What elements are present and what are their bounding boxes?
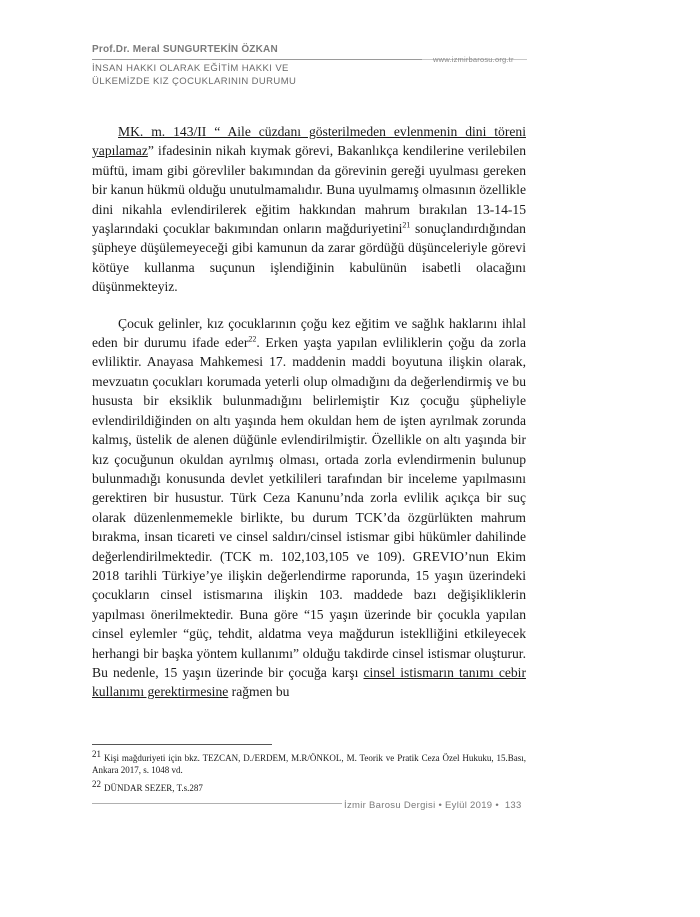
paragraph-1-text-b: sonuçlandırdığından şüpheye düşülemeyeceği gibi kamunun da zarar gördüğü düşünceleriyle görevi kötüye kullanma suçunun işlendiğinin kabulünün isabetli olacağını düşünmekteyiz.	[92, 221, 526, 295]
running-head-title	[92, 62, 296, 88]
paragraph-2-underlined-tail: cinsel istismarın tanımı cebir kullanımı gerektirmesine	[92, 664, 526, 700]
paragraph-2-text-a: Çocuk gelinler, kız çocuklarının çoğu kez eğitim ve sağlık haklarını ihlal eden bir durumu ifade eder	[92, 315, 526, 351]
header-rule	[92, 59, 422, 60]
footnote-text: DÜNDAR SEZER, T.s.287	[104, 783, 203, 793]
footnote	[92, 749, 526, 776]
body-text	[92, 122, 526, 702]
author-prefix: Prof.Dr. Meral	[92, 44, 160, 55]
title-line-1: İNSAN HAKKI OLARAK EĞİTİM HAKKI VE	[92, 63, 289, 74]
footnotes	[92, 749, 526, 800]
footnote	[92, 779, 526, 794]
running-foot	[344, 800, 522, 811]
footnote-rule	[92, 744, 272, 745]
header-url: www.izmirbarosu.org.tr	[433, 55, 514, 64]
page-number: 133	[504, 800, 522, 811]
paragraph-1-underlined-lead: MK. m. 143/II “ Aile cüzdanı gösterilmeden evlenmenin dini töreni yapılamaz	[92, 124, 526, 159]
footnote-number: 21	[92, 749, 101, 759]
paragraph-1	[92, 122, 526, 297]
footnote-ref-21: 21	[402, 220, 411, 230]
paragraph-2-text-b: . Erken yaşta yapılan evliliklerin çoğu da zorla evliliktir. Anayasa Mahkemesi 17. maddenin maddi boyutuna ilişkin olarak, mevzuatın çocukları korumada yeterli olup olmadığını da değerlendirmiş ve bu hususta bir eksiklik bulunmadığını belirlemiştir Kız çocuğu şüpheliyle evlendirildiğinden on altı yaşında hem okuldan hem de işten ayrılmak zorunda kalmış, üstelik de alenen düğünle evlendirilmiştir. Özellikle on altı yaşında bir kız çocuğunun okuldan ayrılmış olması, ortada zorla evlendirmenin bulunup bulunmadığı konusunda devlet yetkilileri tarafından bir inceleme yapılmasını gerektiren bir husustur. Türk Ceza Kanunu’nda zorla evlilik açıkça bir suç olarak düzenlenmemekle birlikte, bu durum TCK’da özgürlükten mahrum bırakma, insan ticareti ve cinsel saldırı/cinsel istismar gibi hükümler dahilinde değerlendirilmektedir. (TCK m. 102,103,105 ve 109). GREVIO’nun Ekim 2018 tarihli Türkiye’ye ilişkin değerlendirme raporunda, 15 yaşın üzerindeki çocukların cinsel istismarına ilişkin 103. maddede bazı değişikliklerin yapılması önerilmektedir. Buna göre “15 yaşın üzerinde bir çocukla yapılan cinsel eylemler “güç, tehdit, aldatma veya mağdurun isteklliğini etkileyecek herhangi bir başka yöntem kullanımı” olduğu takdirde cinsel istismar oluşturur. Bu nedenle, 15 yaşın üzerinde bir çocuğa karşı	[92, 335, 526, 680]
footer-rule	[92, 803, 342, 804]
title-line-2: ÜLKEMİZDE KIZ ÇOCUKLARININ DURUMU	[92, 76, 297, 87]
journal-info: İzmir Barosu Dergisi • Eylül 2019 •	[344, 800, 499, 811]
paragraph-2	[92, 314, 526, 702]
author-surname: SUNGURTEKİN ÖZKAN	[162, 44, 278, 55]
footnote-ref-22: 22	[248, 334, 257, 344]
paragraph-1-text-a: ” ifadesinin nikah kıymak görevi, Bakanlıkça kendilerine verilebilen müftü, imam gibi görevliler bakımından da görevinin gereği uyulması gereken bir kanun hükmü olduğu unutulmamalıdır. Buna uyulmamış olmasının özellikle dini nikahla evlendirilerek eğitim hakkından mahrum bırakılan 13-14-15 yaşlarındaki çocuklar bakımından onların mağduriyetini	[92, 143, 526, 237]
paragraph-2-text-c: rağmen bu	[228, 684, 290, 700]
running-head-author	[92, 44, 278, 55]
footnote-text: Kişi mağduriyeti için bkz. TEZCAN, D./ERDEM, M.R/ÖNKOL, M. Teorik ve Pratik Ceza Özel Hukuku, 15.Bası, Ankara 2017, s. 1048 vd.	[92, 753, 526, 775]
footnote-number: 22	[92, 779, 101, 789]
